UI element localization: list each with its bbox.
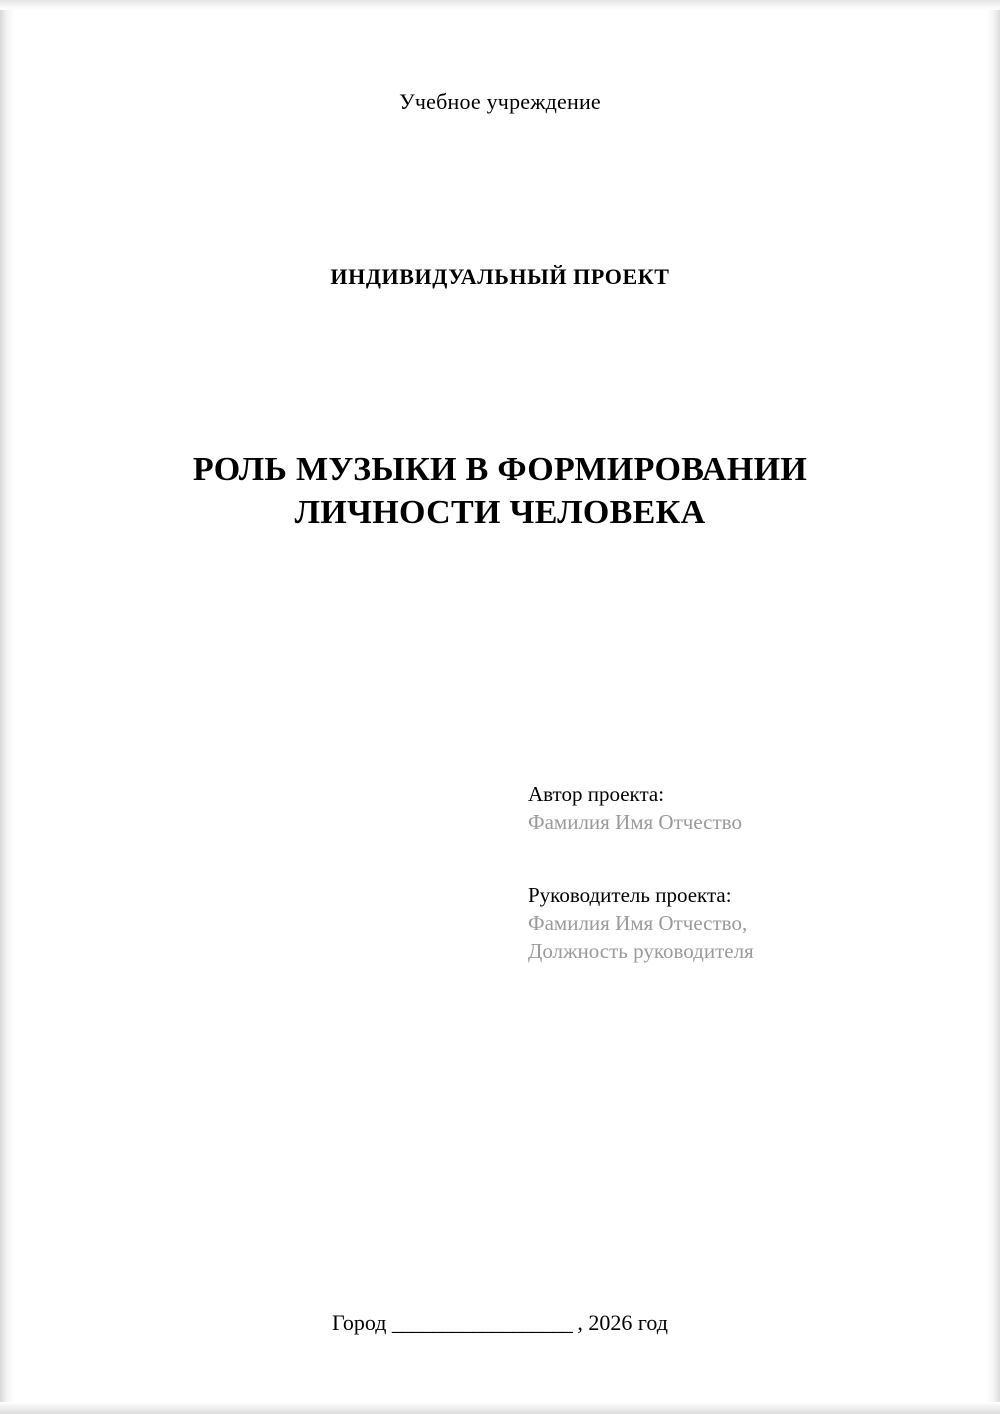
footer-year: , 2026 год [577, 1310, 668, 1335]
city-blank-line: __________________ [391, 1310, 572, 1335]
document-type-heading: ИНДИВИДУАЛЬНЫЙ ПРОЕКТ [330, 264, 670, 289]
credits-block [528, 780, 920, 966]
author-label: Автор проекта: [528, 782, 665, 806]
supervisor-value-line-1: Фамилия Имя Отчество, [528, 911, 748, 936]
author-value: Фамилия Имя Отчество [528, 810, 742, 835]
credits-spacer [528, 837, 920, 881]
city-label: Город [332, 1310, 387, 1335]
page-title: РОЛЬ МУЗЫКИ В ФОРМИРОВАНИИ ЛИЧНОСТИ ЧЕЛОВЕКА [192, 450, 808, 532]
supervisor-label: Руководитель проекта: [528, 882, 732, 907]
institution-name: Учебное учреждение [399, 89, 601, 114]
supervisor-value-line-2: Должность руководителя [528, 939, 754, 964]
page-footer [0, 1310, 1000, 1336]
